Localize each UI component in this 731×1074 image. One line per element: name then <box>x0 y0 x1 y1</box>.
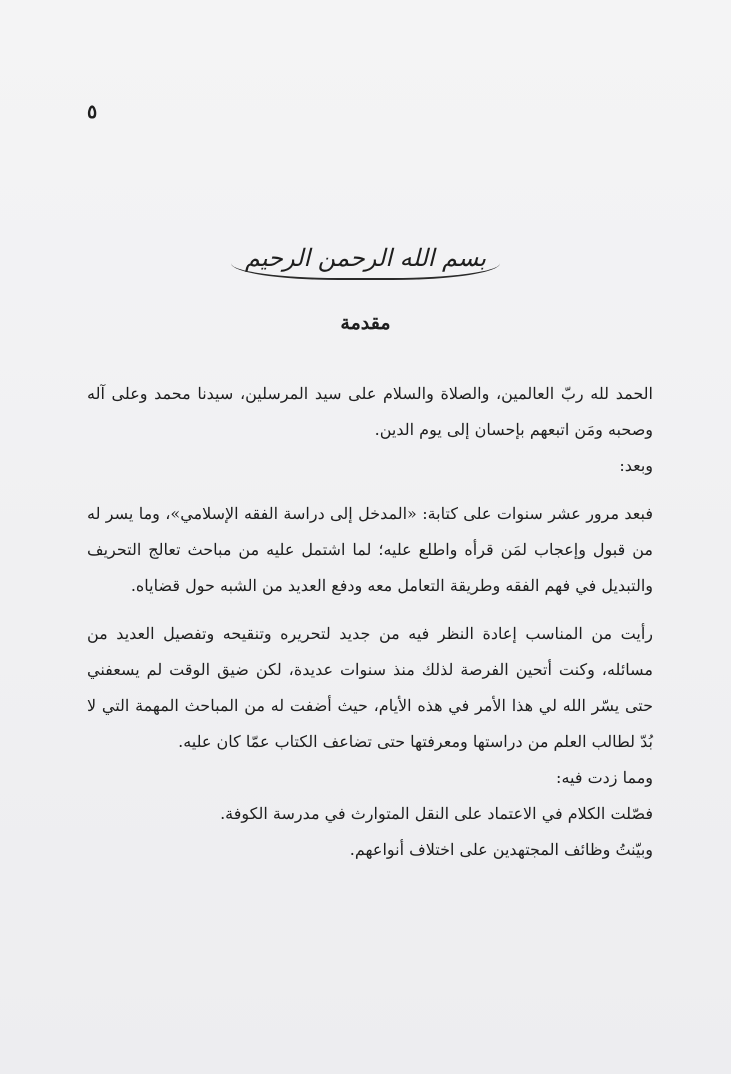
paragraph-revision: رأيت من المناسب إعادة النظر فيه من جديد لتحريره وتنقيحه وتفصيل العديد من مسائله، وكنت أتحين الفرصة لذلك منذ سنوات عديدة، لكن ضيق الوقت لم يسعفني حتى يسّر الله لي هذا الأمر في هذه الأيام، حيث أضفت له من المباحث المهمة التي لا بُدّ لطالب العلم من دراستها ومعرفتها حتى تضاعف الكتاب عمّا كان عليه. <box>87 624 653 751</box>
paragraph-praise: الحمد لله ربّ العالمين، والصلاة والسلام على سيد المرسلين، سيدنا محمد وعلى آله وصحبه ومَن اتبعهم بإحسان إلى يوم الدين. <box>87 384 653 439</box>
paragraph-additions-intro: ومما زدت فيه: <box>556 768 653 787</box>
paragraph-after-ten-years: فبعد مرور عشر سنوات على كتابة: «المدخل إلى دراسة الفقه الإسلامي»، وما يسر له من قبول وإعجاب لمَن قرأه واطلع عليه؛ لما اشتمل عليه من مباحث تعالج التحريف والتبديل في فهم الفقه وطريقة التعامل معه ودفع العديد من الشبه حول قضاياه. <box>87 504 653 595</box>
paragraph-wabaad: وبعد: <box>619 456 653 475</box>
paragraph-addition-mujtahidin: وبيّنتُ وظائف المجتهدين على اختلاف أنواعهم. <box>349 840 653 859</box>
paragraph-addition-kufa: فصّلت الكلام في الاعتماد على النقل المتوارث في مدرسة الكوفة. <box>220 804 653 823</box>
basmala-text: بسم الله الرحمن الرحيم <box>231 238 500 280</box>
basmala-ornament <box>0 238 731 284</box>
page-number: ٥ <box>87 101 98 123</box>
section-heading: مقدمة <box>340 312 391 334</box>
body-text <box>87 376 653 868</box>
